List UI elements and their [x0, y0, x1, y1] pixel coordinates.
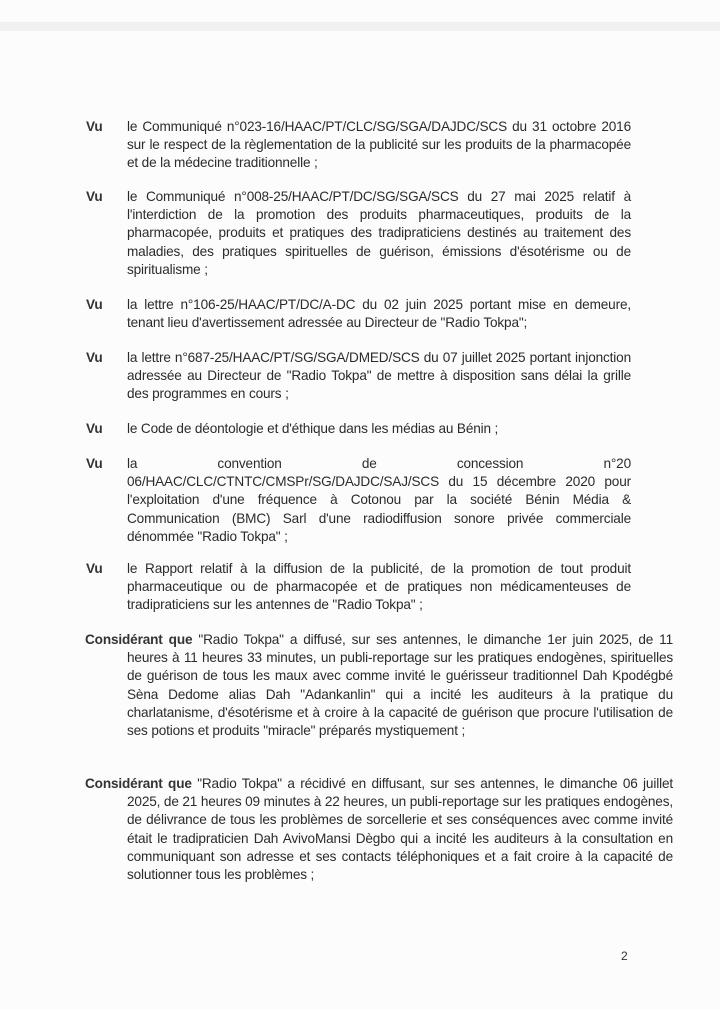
vu-paragraph [86, 349, 631, 404]
page-number: 2 [621, 949, 628, 963]
vu-paragraph [86, 118, 631, 173]
vu-paragraph [86, 296, 631, 332]
vu-label: Vu [86, 119, 103, 134]
vu-text: la lettre n°687-25/HAAC/PT/SG/SGA/DMED/SCS du 07 juillet 2025 portant injonction adressée au Directeur de "Radio Tokpa" de mettre à disposition sans délai la grille des programmes en cours ; [127, 350, 631, 402]
vu-label: Vu [86, 297, 103, 312]
considerant-paragraph [85, 631, 673, 740]
vu-paragraph [86, 188, 631, 279]
vu-text: le Communiqué n°008-25/HAAC/PT/DC/SG/SGA/SCS du 27 mai 2025 relatif à l'interdiction de la promotion des produits pharmaceutiques, produits de la pharmacopée, produits et pratiques des tradipraticiens destinés au traitement des maladies, des pratiques spirituelles de guérison, émissions d'ésotérisme ou de spiritualisme ; [127, 189, 631, 277]
vu-paragraph [86, 455, 631, 546]
vu-text: la lettre n°106-25/HAAC/PT/DC/A-DC du 02 juin 2025 portant mise en demeure, tenant lieu d'avertissement adressée au Directeur de "Radio Tokpa"; [127, 297, 631, 331]
vu-label: Vu [86, 189, 103, 204]
vu-paragraph [86, 420, 631, 438]
vu-label: Vu [86, 421, 103, 436]
vu-label: Vu [86, 561, 103, 576]
vu-label: Vu [86, 456, 103, 471]
considerant-text: "Radio Tokpa" a récidivé en diffusant, sur ses antennes, le dimanche 06 juillet 2025, de 21 heures 09 minutes à 22 heures, un publi-reportage sur les pratiques endogènes, de délivrance de tous les problèmes de sorcellerie et ses conséquences avec comme invité était le tradipraticien Dah AvivoMansi Dègbo qui a incité les auditeurs à la consultation en communiquant son adresse et ses contacts téléphoniques et a fait croire à la capacité de solutionner tous les problèmes ; [127, 776, 673, 883]
vu-text: le Rapport relatif à la diffusion de la publicité, de la promotion de tout produit pharmaceutique ou de pharmacopée et de pratiques non médicamenteuses de tradipraticiens sur les antennes de "Radio Tokpa" ; [127, 561, 631, 613]
considerant-label: Considérant que [85, 776, 198, 791]
considerant-label: Considérant que [85, 632, 199, 647]
vu-paragraph [86, 560, 631, 615]
vu-text: le Communiqué n°023-16/HAAC/PT/CLC/SG/SGA/DAJDC/SCS du 31 octobre 2016 sur le respect de la règlementation de la publicité sur les produits de la pharmacopée et de la médecine traditionnelle ; [127, 119, 631, 171]
vu-text: la convention de concession n°20 06/HAAC/CLC/CTNTC/CMSPr/SG/DAJDC/SAJ/SCS du 15 décembre 2020 pour l'exploitation d'une fréquence à Cotonou par la société Bénin Média & Communication (BMC) Sarl d'une radiodiffusion sonore privée commerciale dénommée "Radio Tokpa" ; [127, 456, 631, 544]
considerant-text: "Radio Tokpa" a diffusé, sur ses antennes, le dimanche 1er juin 2025, de 11 heures à 11 heures 33 minutes, un publi-reportage sur les pratiques endogènes, spirituelles de guérison de tous les maux avec comme invité le guérisseur traditionnel Dah Kpodégbé Sèna Dedome alias Dah "Adankanlin" qui a incité les auditeurs à la pratique du charlatanisme, d'ésotérisme et à croire à la capacité de guérison que procure l'utilisation de ses potions et produits "miracle" préparés mystiquement ; [127, 632, 673, 739]
vu-text: le Code de déontologie et d'éthique dans les médias au Bénin ; [127, 421, 499, 436]
considerant-paragraph [85, 775, 673, 884]
vu-label: Vu [86, 350, 103, 365]
